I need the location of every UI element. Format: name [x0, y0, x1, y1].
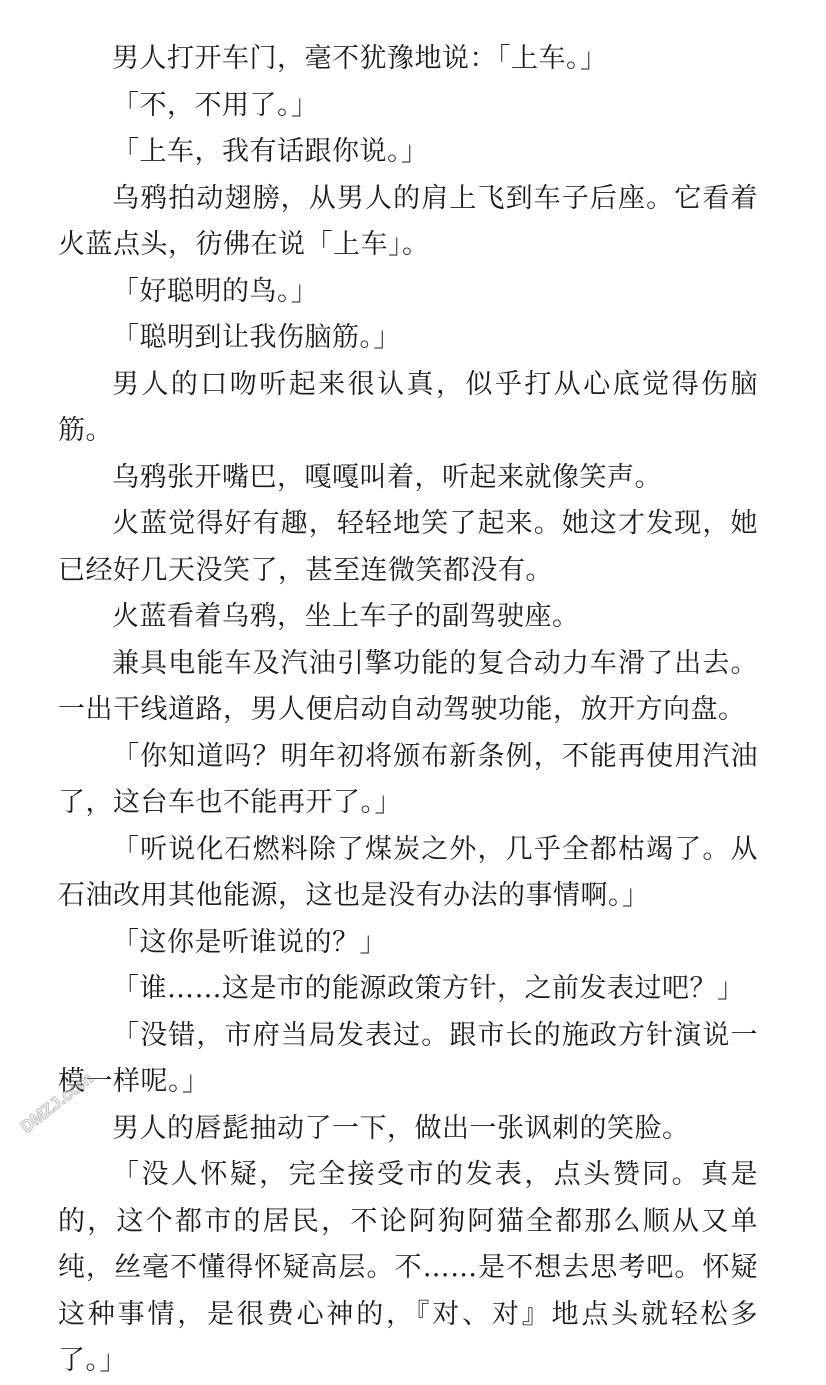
watermark-text: DMZJ.com: [16, 1068, 97, 1137]
paragraph: 男人打开车门，毫不犹豫地说：「上车。」: [112, 43, 608, 74]
paragraph: 乌鸦张开嘴巴，嘎嘎叫着，听起来就像笑声。: [112, 461, 662, 493]
paragraph: 「没人怀疑，完全接受市的发表，点头赞同。真是的，这个都市的居民，不论阿狗阿猫全都那么顺从又单纯，丝毫不懂得怀疑高层。不……是不想去思考吧。怀疑这种事情，是很费心神的，『对、对』地点头就轻松多了。」: [58, 1159, 758, 1376]
paragraph: 男人的口吻听起来很认真，似乎打从心底觉得伤脑筋。: [58, 368, 758, 446]
paragraph: 乌鸦拍动翅膀，从男人的肩上飞到车子后座。它看着火蓝点头，彷佛在说「上车」。: [58, 182, 758, 260]
text-body: [58, 36, 758, 1385]
paragraph: 火蓝觉得好有趣，轻轻地笑了起来。她这才发现，她已经好几天没笑了，甚至连微笑都没有。: [58, 508, 758, 586]
paragraph: 「这你是听谁说的？」: [112, 926, 387, 958]
paragraph: 「不，不用了。」: [112, 89, 319, 121]
paragraph: 男人的唇髭抽动了一下，做出一张讽刺的笑脸。: [112, 1112, 690, 1144]
paragraph: 兼具电能车及汽油引擎功能的复合动力车滑了出去。一出干线道路，男人便启动自动驾驶功能，放开方向盘。: [58, 647, 758, 725]
paragraph: 「听说化石燃料除了煤炭之外，几乎全都枯竭了。从石油改用其他能源，这也是没有办法的事情啊。」: [58, 833, 758, 911]
paragraph: 「聪明到让我伤脑筋。」: [112, 322, 401, 353]
paragraph: 火蓝看着乌鸦，坐上车子的副驾驶座。: [112, 601, 580, 632]
paragraph: 「上车，我有话跟你说。」: [112, 136, 429, 167]
paragraph: 「没错，市府当局发表过。跟市长的施政方针演说一模一样呢。」: [58, 1019, 758, 1097]
paragraph: 「好聪明的鸟。」: [112, 275, 319, 307]
paragraph: 「谁……这是市的能源政策方针，之前发表过吧？」: [112, 973, 745, 1004]
paragraph: 「你知道吗？明年初将颁布新条例，不能再使用汽油了，这台车也不能再开了。」: [58, 740, 758, 818]
